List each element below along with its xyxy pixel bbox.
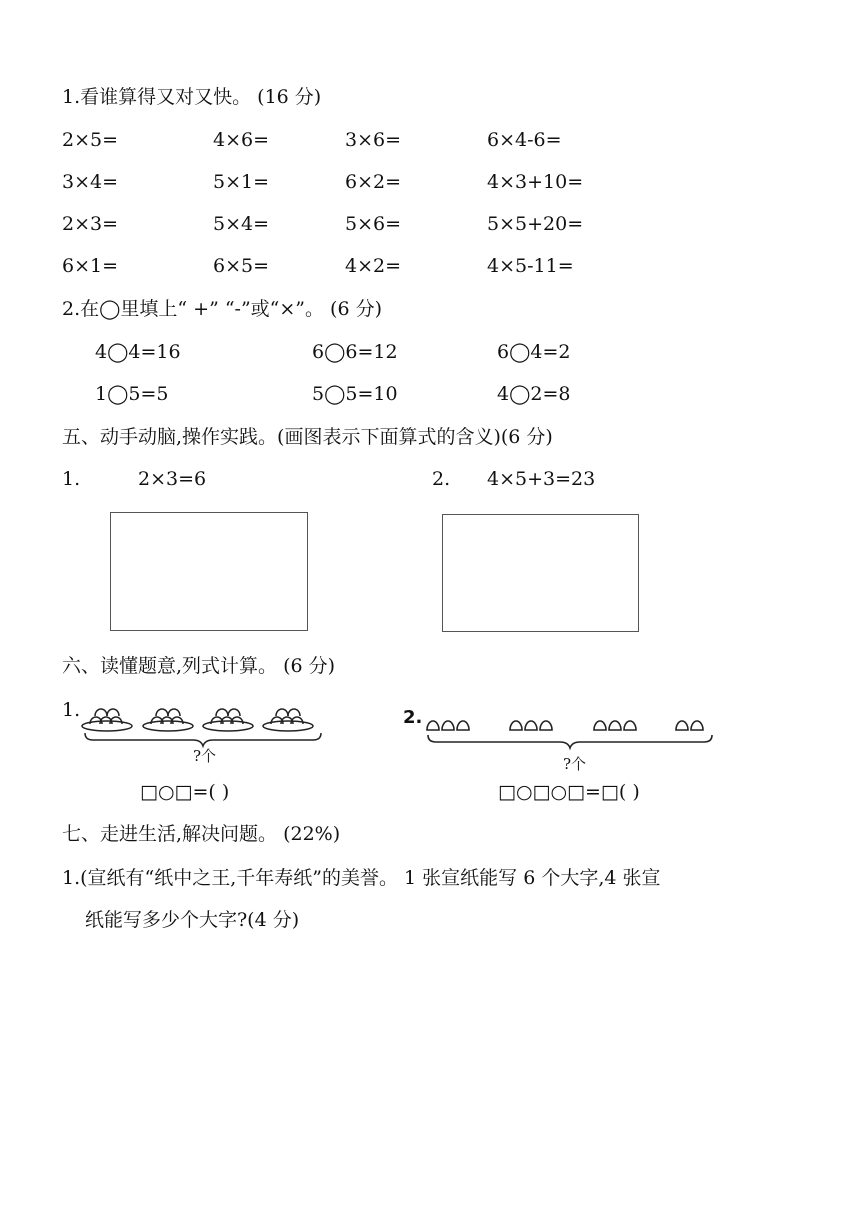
- operator-problem-6: 4◯2=8: [497, 383, 571, 405]
- operator-problem-3: 6◯4=2: [497, 341, 571, 363]
- problem-2-3: 6×2=: [345, 171, 402, 193]
- word-problem-2-answer[interactable]: □○□○□=□( ): [498, 781, 640, 803]
- section5-title: 五、动手动脑,操作实践。(画图表示下面算式的含义)(6 分): [62, 426, 553, 448]
- problem-3-2: 5×4=: [213, 213, 270, 235]
- peach-plates-illustration: [80, 700, 330, 750]
- operator-problem-4: 1◯5=5: [95, 383, 169, 405]
- section6-title: 六、读懂题意,列式计算。 (6 分): [62, 655, 336, 677]
- problem-4-1: 6×1=: [62, 255, 119, 277]
- operator-problem-5: 5◯5=10: [312, 383, 398, 405]
- problem-4-2: 6×5=: [213, 255, 270, 277]
- problem-1-4: 6×4-6=: [487, 129, 562, 151]
- drawing-question-1-expression: 2×3=6: [138, 468, 207, 490]
- problem-4-3: 4×2=: [345, 255, 402, 277]
- problem-2-1: 3×4=: [62, 171, 119, 193]
- drawing-question-2-expression: 4×5+3=23: [487, 468, 596, 490]
- item-groups-illustration: [424, 710, 724, 750]
- drawing-question-2-number: 2.: [432, 468, 451, 490]
- word-problem-1-answer[interactable]: □○□=( ): [140, 781, 230, 803]
- word-problem-1-number: 1.: [62, 699, 81, 721]
- section2-title: 2.在◯里填上“ +” “-”或“×”。 (6 分): [62, 298, 383, 320]
- section7-title: 七、走进生活,解决问题。 (22%): [62, 823, 341, 845]
- problem-3-1: 2×3=: [62, 213, 119, 235]
- operator-problem-1: 4◯4=16: [95, 341, 181, 363]
- problem-3-3: 5×6=: [345, 213, 402, 235]
- problem-4-4: 4×5-11=: [487, 255, 574, 277]
- drawing-box-1[interactable]: [110, 512, 308, 631]
- problem-2-2: 5×1=: [213, 171, 270, 193]
- problem-1-3: 3×6=: [345, 129, 402, 151]
- life-problem-1-line1: 1.(宣纸有“纸中之王,千年寿纸”的美誉。 1 张宣纸能写 6 个大字,4 张宣: [62, 867, 661, 889]
- word-problem-2-brace-label: ?个: [563, 755, 587, 773]
- problem-1-2: 4×6=: [213, 129, 270, 151]
- operator-problem-2: 6◯6=12: [312, 341, 398, 363]
- drawing-box-2[interactable]: [442, 514, 639, 632]
- life-problem-1-line2: 纸能写多少个大字?(4 分): [85, 909, 300, 931]
- section1-title: 1.看谁算得又对又快。 (16 分): [62, 86, 322, 108]
- problem-2-4: 4×3+10=: [487, 171, 584, 193]
- problem-1-1: 2×5=: [62, 129, 119, 151]
- drawing-question-1-number: 1.: [62, 468, 81, 490]
- problem-3-4: 5×5+20=: [487, 213, 584, 235]
- word-problem-1-brace-label: ?个: [193, 747, 217, 765]
- word-problem-2-number: 2.: [403, 707, 423, 728]
